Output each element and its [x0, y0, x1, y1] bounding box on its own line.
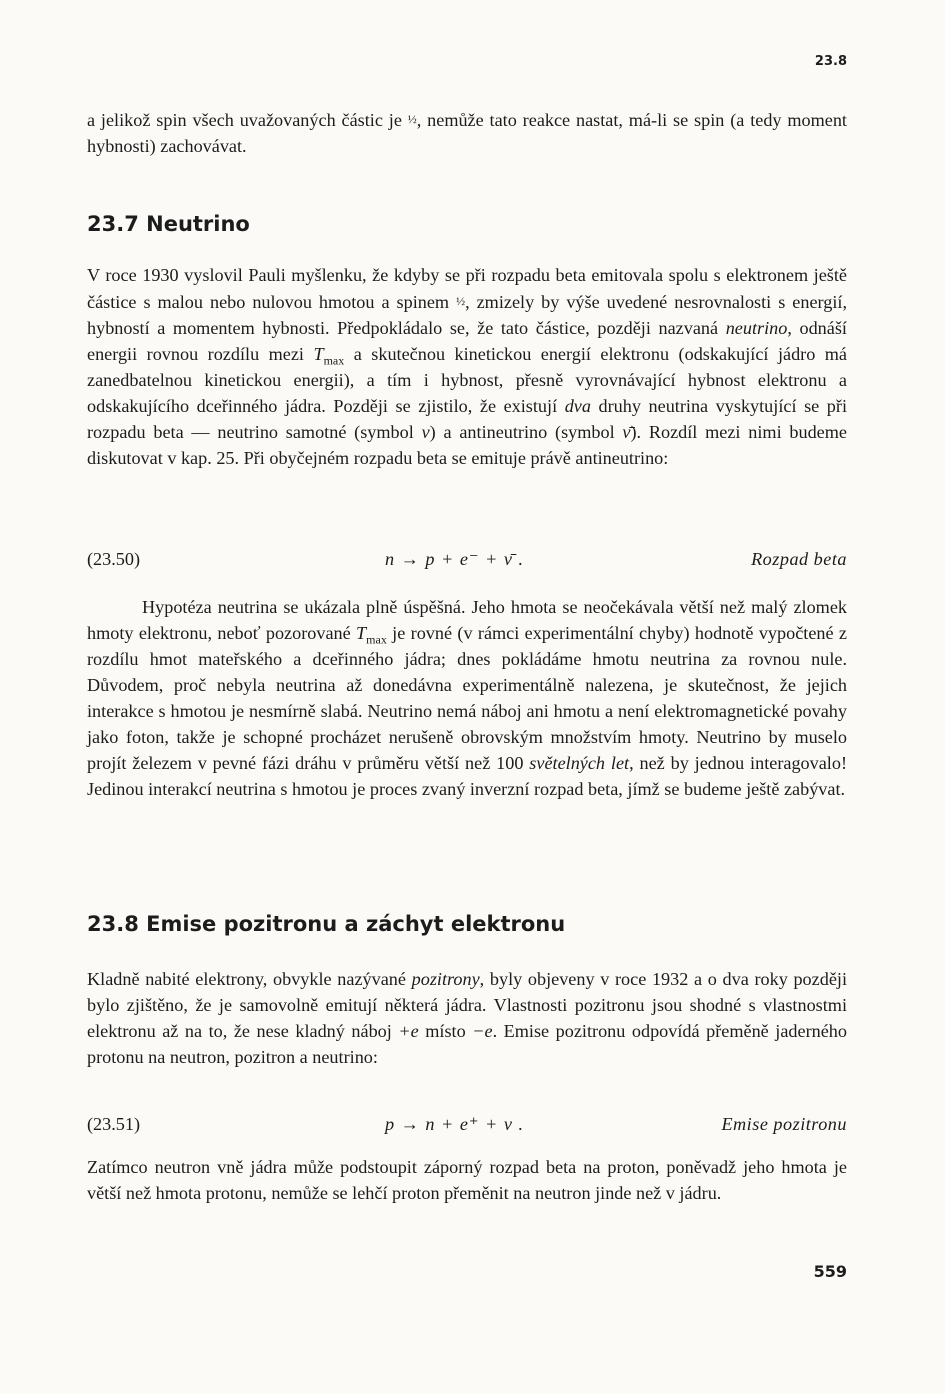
section-heading-neutrino: 23.7 Neutrino: [87, 212, 250, 236]
equation-23-51: [87, 1114, 847, 1142]
intro-text: a jelikož spin všech uvažovaných částic je ½, nemůže tato reakce nastat, má-li se spin (a tedy moment hybnosti) zachovávat.: [87, 110, 847, 156]
neutrino-paragraph-1: [87, 262, 847, 471]
neutrino-paragraph-2: [87, 594, 847, 802]
page-number: 559: [813, 1262, 847, 1281]
paragraph-text: Zatímco neutron vně jádra může podstoupit záporný rozpad beta na proton, poněvadž jeho hmota je větší než hmota protonu, nemůže se lehčí proton přeměnit na neutron jinde než v jádru.: [87, 1157, 847, 1203]
paragraph-text: V roce 1930 vyslovil Pauli myšlenku, že kdyby se při rozpadu beta emitovala spolu s elektronem ještě částice s malou nebo nulovou hmotou a spinem ½, zmizely by výše uvedené nesrovnalosti s energií, hybností a momentem hybnosti. Předpokládalo se, že tato částice, později nazvaná neutrino, odnáší energii rovnou rozdílu mezi $T_{max}$ a skutečnou kinetickou energií elektronu (odskakující jádro má zanedbatelnou kinetickou energii), a tím i hybnost, přesně vyrovnávající hybnost elektronu a odskakujícího dceřinného jádra. Později se zjistilo, že existují dva druhy neutrina vyskytující se při rozpadu beta — neutrino samotné (symbol ν) a antineutrino (symbol ν̄). Rozdíl mezi nimi budeme diskutovat v kap. 25. Při obyčejném rozpadu beta se emituje právě antineutrino:: [87, 265, 848, 468]
paragraph-text: Hypotéza neutrina se ukázala plně úspěšná. Jeho hmota se neočekávala větší než malý zlomek hmoty elektronu, neboť pozorované $T_{max}$ je rovné (v rámci experimentální chyby) hodnotě vypočtené z rozdílu hmot mateřského a dceřinného jádra; dnes pokládáme hmotu neutrina za rovnou nule. Důvodem, proč nebyla neutrina až donedávna experimentálně nalezena, je skutečnost, že jejich interakce s hmotou je nesmírně slabá. Neutrino nemá náboj ani hmotu a není elektromagnetické povahy jako foton, takže je schopné procházet nerušeně obrovským množstvím hmoty. Neutrino by muselo projít železem v pevné fázi dráhu v průměru větší než 100 světelných let, než by jednou interagovalo! Jedinou interakcí neutrina s hmotou je proces zvaný inverzní rozpad beta, jímž se budeme ještě zabývat.: [87, 597, 848, 799]
paragraph-text: Kladně nabité elektrony, obvykle nazývané pozitrony, byly objeveny v roce 1932 a o dva roky později bylo zjištěno, že je samovolně emitují některá jádra. Vlastnosti pozitronu jsou shodné s vlastnostmi elektronu až na to, že nese kladný náboj +e místo −e. Emise pozitronu odpovídá přeměně jaderného protonu na neutron, pozitron a neutrino:: [87, 969, 847, 1067]
equation-formula: n → p + e⁻ + ν̄ .: [385, 549, 525, 569]
intro-paragraph: [87, 106, 847, 159]
equation-number: (23.50): [87, 549, 141, 569]
equation-caption: Emise pozitronu: [721, 1114, 847, 1134]
equation-formula: p → n + e⁺ + ν .: [385, 1114, 525, 1134]
equation-number: (23.51): [87, 1114, 141, 1134]
running-head: 23.8: [814, 54, 847, 69]
section-heading-positron: 23.8 Emise pozitronu a záchyt elektronu: [87, 912, 566, 936]
equation-caption: Rozpad beta: [751, 549, 847, 569]
positron-paragraph-1: [87, 966, 847, 1070]
equation-23-50: [87, 549, 847, 577]
positron-paragraph-2: [87, 1154, 847, 1206]
